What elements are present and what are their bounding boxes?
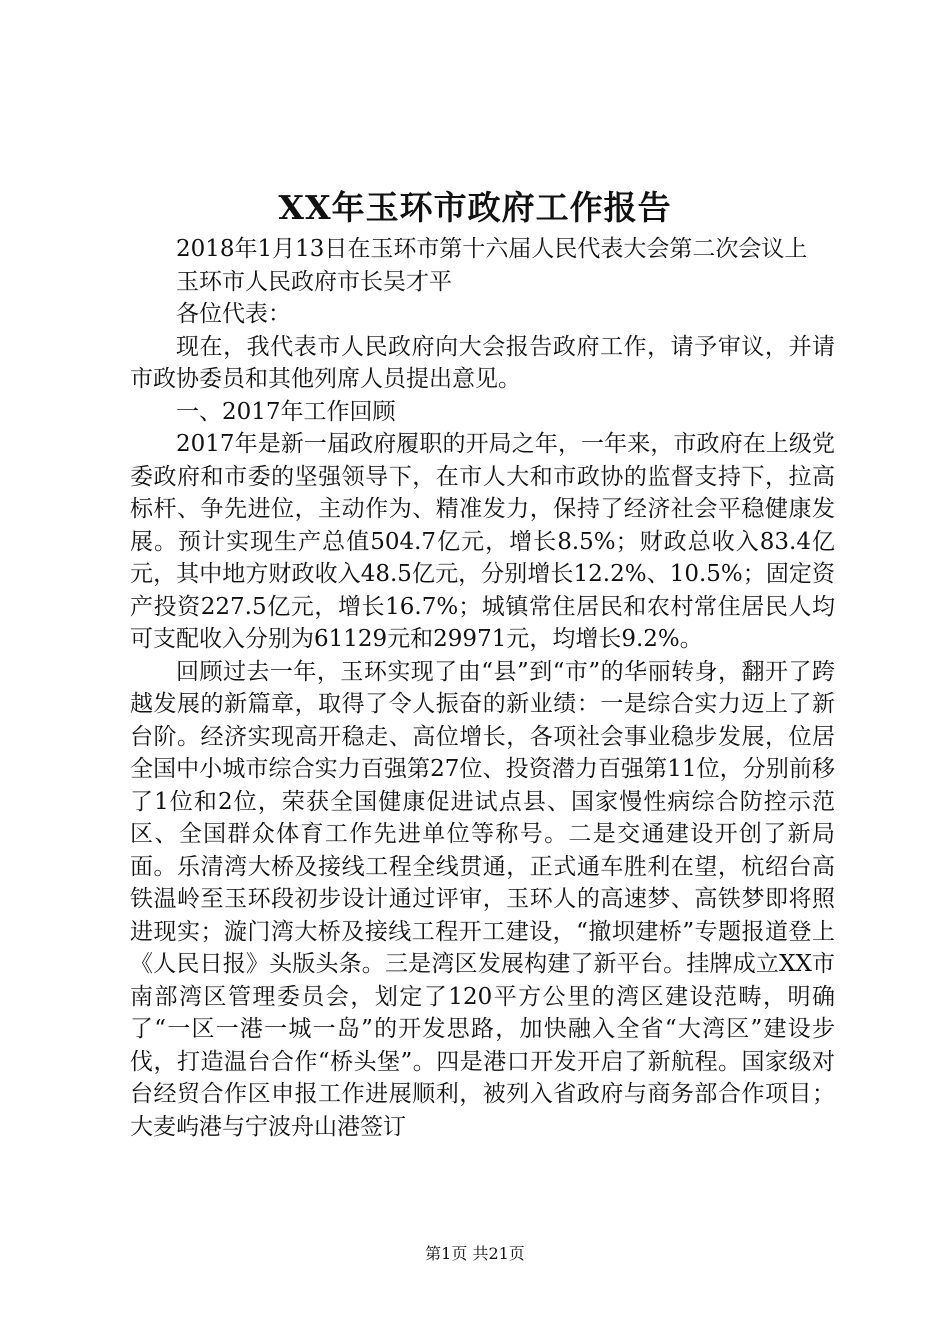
speaker-paragraph: 玉环市人民政府市长吴才平 bbox=[176, 268, 452, 295]
review-paragraph: 回顾过去一年，玉环实现了由“县”到“市”的华丽转身，翻开了跨越发展的新篇章，取得了令人振奋的新业绩：一是综合实力迈上了新台阶。经济实现高开稳走、高位增长，各项社会事业稳步发展，位居全国中小城市综合实力百强第27位、投资潜力百强第11位，分别前移了1位和2位，荣获全国健康促进试点县、国家慢性病综合防控示范区、全国群众体育工作先进单位等称号。二是交通建设开创了新局面。乐清湾大桥及接线工程全线贯通，正式通车胜利在望，杭绍台高铁温岭至玉环段初步设计通过评审，玉环人的高速梦、高铁梦即将照进现实；漩门湾大桥及接线工程开工建设，“撤坝建桥”专题报道登上《人民日报》头版头条。三是湾区发展构建了新平台。挂牌成立XX市南部湾区管理委员会，划定了120平方公里的湾区建设范畴，明确了“一区一港一城一岛”的开发思路，加快融入全省“大湾区”建设步伐，打造温台合作“桥头堡”。四是港口开发开启了新航程。国家级对台经贸合作区申报工作进展顺利，被列入省政府与商务部合作项目；大麦屿港与宁波舟山港签订 bbox=[130, 658, 835, 1140]
salutation-paragraph: 各位代表： bbox=[176, 301, 291, 327]
document-body bbox=[130, 233, 835, 1143]
intro-paragraph: 现在，我代表市人民政府向大会报告政府工作，请予审议，并请市政协委员和其他列席人员提出意见。 bbox=[130, 333, 835, 392]
page-footer: 第1页 共21页 bbox=[425, 1244, 525, 1263]
meeting-info-paragraph: 2018年1月13日在玉环市第十六届人民代表大会第二次会议上 bbox=[176, 236, 808, 262]
summary-paragraph: 2017年是新一届政府履职的开局之年，一年来，市政府在上级党委政府和市委的坚强领导下，在市人大和市政协的监督支持下，拉高标杆、争先进位，主动作为、精准发力，保持了经济社会平稳健康发展。预计实现生产总值504.7亿元，增长8.5%；财政总收入83.4亿元，其中地方财政收入48.5亿元，分别增长12.2%、10.5%；固定资产投资227.5亿元，增长16.7%；城镇常住居民和农村常住居民人均可支配收入分别为61129元和29971元，均增长9.2%。 bbox=[130, 431, 835, 652]
section-heading: 一、2017年工作回顾 bbox=[176, 398, 396, 425]
document-title: XX年玉环市政府工作报告 bbox=[278, 188, 672, 227]
